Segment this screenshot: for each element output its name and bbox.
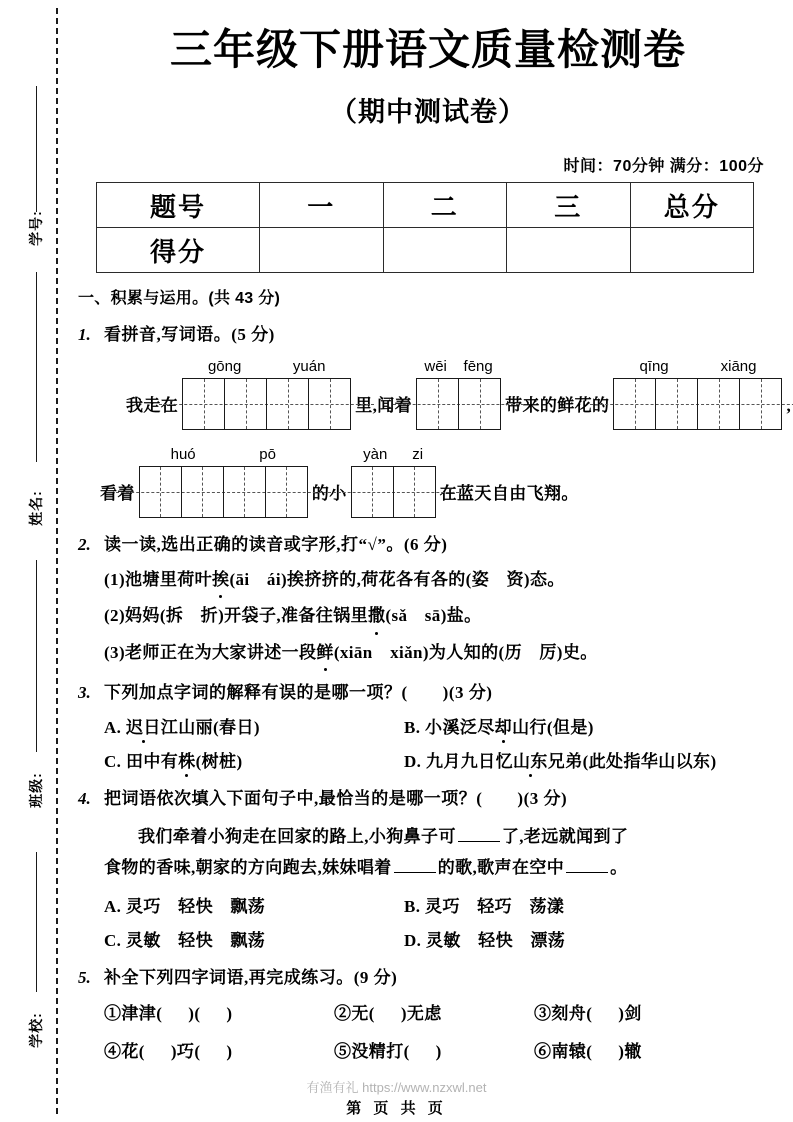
fill-blank[interactable] xyxy=(394,872,436,873)
tianzige-group-yanzi[interactable] xyxy=(351,446,436,518)
page-number-line: 第 页 共 页 xyxy=(346,1100,447,1117)
question-number: 5. xyxy=(78,967,91,987)
idiom-text: 刻舟( xyxy=(551,1004,593,1024)
option-post: (树桩) xyxy=(195,752,243,772)
emphasis-dotted-char: 撒 xyxy=(368,602,385,629)
option-post: 江山丽(春日) xyxy=(160,718,260,738)
character-grid[interactable] xyxy=(416,378,501,430)
idiom-text: )剑 xyxy=(618,1004,642,1024)
passage-text: 。 xyxy=(610,858,628,878)
emphasis-dotted-char: 却 xyxy=(495,713,512,738)
idiom-item-3[interactable] xyxy=(534,999,778,1024)
page-title: 三年级下册语文质量检测卷 xyxy=(169,26,686,73)
character-cell[interactable] xyxy=(394,467,435,517)
character-cell[interactable] xyxy=(225,379,267,429)
pinyin-syllable: wēi xyxy=(424,357,447,375)
option-c[interactable] xyxy=(104,926,404,951)
margin-label-class: 班级: xyxy=(28,772,44,808)
table-row xyxy=(97,228,754,273)
left-margin-rail xyxy=(0,0,70,1122)
question-text: 下列加点字词的解释有误的是哪一项？( )(3 分) xyxy=(104,682,493,702)
option-text: 灵敏 轻快 漂荡 xyxy=(425,930,566,950)
question-2-sub-3[interactable] xyxy=(104,639,778,666)
character-grid[interactable] xyxy=(613,378,782,430)
question-2 xyxy=(78,532,778,558)
passage-line-1 xyxy=(104,821,778,852)
question-text: 把词语依次填入下面句子中,最恰当的是哪一项？( )(3 分) xyxy=(104,789,568,809)
pinyin-label xyxy=(613,358,782,375)
character-cell[interactable] xyxy=(417,379,459,429)
margin-label-school: 学校: xyxy=(28,1012,44,1048)
idiom-index: ② xyxy=(334,1004,352,1024)
character-grid[interactable] xyxy=(139,466,308,518)
option-post: 山行(但是) xyxy=(512,718,594,738)
idiom-text: ) xyxy=(435,1042,442,1062)
option-text: 灵敏 轻快 飘荡 xyxy=(125,930,266,950)
pinyin-label xyxy=(351,446,436,463)
page-subtitle: （期中测试卷） xyxy=(330,97,526,128)
option-label: B. xyxy=(404,718,421,738)
score-cell[interactable]: 总分 xyxy=(630,183,754,228)
pinyin-syllable: xiāng xyxy=(720,357,757,375)
idiom-text: )巧( xyxy=(170,1042,201,1062)
option-pre: 田中有 xyxy=(125,752,179,772)
idiom-text: 津津( xyxy=(121,1004,163,1024)
passage-text: 了,老远就闻到了 xyxy=(501,826,629,846)
question-4-options xyxy=(104,892,778,951)
margin-label-student-id: 学号: xyxy=(28,210,44,246)
question-5 xyxy=(78,965,778,991)
passage-text: 我们牵着小狗走在回家的路上,小狗鼻子可 xyxy=(138,826,456,846)
idiom-text: )( xyxy=(188,1004,201,1024)
character-cell[interactable] xyxy=(352,467,394,517)
pinyin-fill-row-2 xyxy=(78,446,778,518)
sentence-fragment: 的小 xyxy=(311,483,347,503)
idiom-index: ⑤ xyxy=(334,1042,352,1062)
score-cell[interactable]: 二 xyxy=(383,183,507,228)
option-label: D. xyxy=(404,752,422,772)
pinyin-fill-row-1 xyxy=(78,357,792,430)
score-cell[interactable]: 三 xyxy=(507,183,631,228)
idiom-text: )无虑 xyxy=(400,1004,442,1024)
option-pre: 九月九日忆 xyxy=(425,752,513,772)
fill-blank[interactable] xyxy=(566,872,608,873)
character-cell[interactable] xyxy=(224,467,266,517)
pinyin-syllable: gōng xyxy=(207,357,242,375)
question-number: 4. xyxy=(78,789,91,809)
option-a[interactable] xyxy=(104,892,404,917)
character-grid[interactable] xyxy=(182,378,351,430)
question-number: 3. xyxy=(78,682,91,702)
rail-divider-4 xyxy=(36,852,37,992)
question-3 xyxy=(78,680,778,706)
option-label: B. xyxy=(404,896,421,916)
pinyin-syllable: huó xyxy=(170,445,196,463)
pinyin-label xyxy=(182,358,351,375)
sub-text-before: (2)妈妈(拆 折)开袋子,准备往锅里 xyxy=(104,606,368,626)
character-grid[interactable] xyxy=(351,466,436,518)
question-number: 1. xyxy=(78,325,91,345)
fill-blank[interactable] xyxy=(458,841,500,842)
question-3-options xyxy=(104,713,778,772)
exam-sheet xyxy=(78,0,792,1122)
site-watermark: 有渔有礼 https://www.nzxwl.net xyxy=(306,1080,487,1095)
question-number: 2. xyxy=(78,534,91,554)
score-input-cell[interactable] xyxy=(507,228,631,273)
emphasis-dotted-char: 鲜 xyxy=(316,639,333,666)
idiom-text: 南辕( xyxy=(551,1042,593,1062)
character-cell[interactable] xyxy=(309,379,350,429)
score-input-cell[interactable] xyxy=(383,228,507,273)
option-label: C. xyxy=(104,752,122,772)
idiom-text: )辙 xyxy=(618,1042,642,1062)
pinyin-syllable: yàn xyxy=(363,445,388,463)
score-row-label: 得分 xyxy=(97,228,260,273)
score-cell[interactable]: 一 xyxy=(260,183,384,228)
score-input-cell[interactable] xyxy=(260,228,384,273)
idiom-index: ① xyxy=(104,1004,122,1024)
question-text: 读一读,选出正确的读音或字形,打“√”。(6 分) xyxy=(104,534,448,554)
tianzige-group-gongyuan[interactable] xyxy=(182,358,351,430)
rail-divider-2 xyxy=(36,272,37,462)
option-label: A. xyxy=(104,896,122,916)
sub-text-after: (sǎ sā)盐。 xyxy=(385,606,482,626)
pinyin-label xyxy=(139,446,308,463)
score-table xyxy=(96,182,754,273)
option-text: 灵巧 轻快 飘荡 xyxy=(125,896,266,916)
sub-text-before: (1)池塘里荷叶 xyxy=(104,570,213,590)
rail-divider-3 xyxy=(36,560,37,752)
character-cell[interactable] xyxy=(267,379,309,429)
sub-text-after: (xiān xiǎn)为人知的(历 厉)史。 xyxy=(333,642,598,662)
emphasis-dotted-char: 株 xyxy=(178,747,195,772)
option-d[interactable] xyxy=(404,747,778,772)
idiom-text: 没精打( xyxy=(351,1042,410,1062)
character-cell[interactable] xyxy=(656,379,698,429)
pinyin-syllable: fēng xyxy=(463,357,493,375)
sub-text-before: (3)老师正在为大家讲述一段 xyxy=(104,642,317,662)
option-text: 灵巧 轻巧 荡漾 xyxy=(425,896,565,916)
question-text: 补全下列四字词语,再完成练习。(9 分) xyxy=(104,967,398,987)
option-b[interactable] xyxy=(404,892,778,917)
sentence-fragment: 带来的鲜花的 xyxy=(505,395,610,415)
idiom-text: 花( xyxy=(121,1042,145,1062)
pinyin-syllable: zi xyxy=(412,445,424,463)
emphasis-dotted-char: 挨 xyxy=(212,566,229,593)
rail-divider-1 xyxy=(36,86,37,212)
idiom-index: ③ xyxy=(534,1004,552,1024)
fold-dashed-line xyxy=(56,8,58,1114)
sentence-fragment: 我走在 xyxy=(126,395,179,415)
pinyin-syllable: pō xyxy=(259,445,276,463)
tianzige-group-weifeng[interactable] xyxy=(416,358,501,430)
character-cell[interactable] xyxy=(614,379,656,429)
character-cell[interactable] xyxy=(140,467,182,517)
character-cell[interactable] xyxy=(698,379,740,429)
idiom-item-2[interactable] xyxy=(334,999,534,1024)
sentence-fragment: 看着 xyxy=(100,483,135,503)
idiom-index: ④ xyxy=(104,1042,122,1062)
idiom-text: ) xyxy=(226,1004,233,1024)
sentence-fragment: , xyxy=(786,395,792,415)
sentence-fragment: 里,闻着 xyxy=(355,395,413,415)
score-row-label: 题号 xyxy=(97,183,260,228)
character-cell[interactable] xyxy=(740,379,781,429)
question-5-idioms xyxy=(104,999,778,1062)
character-cell[interactable] xyxy=(183,379,225,429)
option-pre: 小溪泛尽 xyxy=(425,718,495,738)
option-c[interactable] xyxy=(104,747,404,772)
sentence-fragment: 在蓝天自由飞翔。 xyxy=(439,483,579,503)
idiom-item-6[interactable] xyxy=(534,1037,778,1062)
option-post: 兄弟(此处指华山以东) xyxy=(547,752,717,772)
question-2-sub-2[interactable] xyxy=(104,602,778,629)
passage-line-2 xyxy=(104,858,628,877)
idiom-item-4[interactable] xyxy=(104,1037,334,1062)
table-row xyxy=(97,183,754,228)
option-label: C. xyxy=(104,930,122,950)
idiom-text: 无( xyxy=(351,1004,375,1024)
idiom-index: ⑥ xyxy=(534,1042,552,1062)
question-4-passage xyxy=(104,821,778,884)
pinyin-syllable: qīng xyxy=(639,357,669,375)
question-2-sub-1[interactable] xyxy=(104,566,778,593)
character-cell[interactable] xyxy=(459,379,500,429)
passage-text: 食物的香味,朝家的方向跑去,妹妹唱着 xyxy=(104,858,392,878)
tianzige-group-qingxiang[interactable] xyxy=(613,358,782,430)
idiom-item-1[interactable] xyxy=(104,999,334,1024)
emphasis-dotted-char: 迟日 xyxy=(126,713,161,738)
character-cell[interactable] xyxy=(266,467,307,517)
option-d[interactable] xyxy=(404,926,778,951)
option-b[interactable] xyxy=(404,713,778,738)
margin-label-student-name: 姓名: xyxy=(28,490,44,526)
option-a[interactable] xyxy=(104,713,404,738)
sub-text-after: (āi ái)挨挤挤的,荷花各有各的(姿 资)态。 xyxy=(229,570,565,590)
question-4 xyxy=(78,786,778,812)
idiom-item-5[interactable] xyxy=(334,1037,534,1062)
section-heading: 一、积累与运用。(共 43 分) xyxy=(78,290,281,308)
pinyin-label xyxy=(416,358,501,375)
option-label: D. xyxy=(404,930,422,950)
idiom-text: ) xyxy=(226,1042,233,1062)
tianzige-group-huopo[interactable] xyxy=(139,446,308,518)
character-cell[interactable] xyxy=(182,467,224,517)
option-label: A. xyxy=(104,718,122,738)
exam-meta-info: 时间：70分钟 满分：100分 xyxy=(563,158,764,176)
emphasis-dotted-char: 山东 xyxy=(513,747,548,772)
passage-text: 的歌,歌声在空中 xyxy=(437,858,565,878)
question-text: 看拼音,写词语。(5 分) xyxy=(104,325,275,345)
score-input-cell[interactable] xyxy=(630,228,754,273)
question-1 xyxy=(78,322,778,348)
pinyin-syllable: yuán xyxy=(292,357,326,375)
